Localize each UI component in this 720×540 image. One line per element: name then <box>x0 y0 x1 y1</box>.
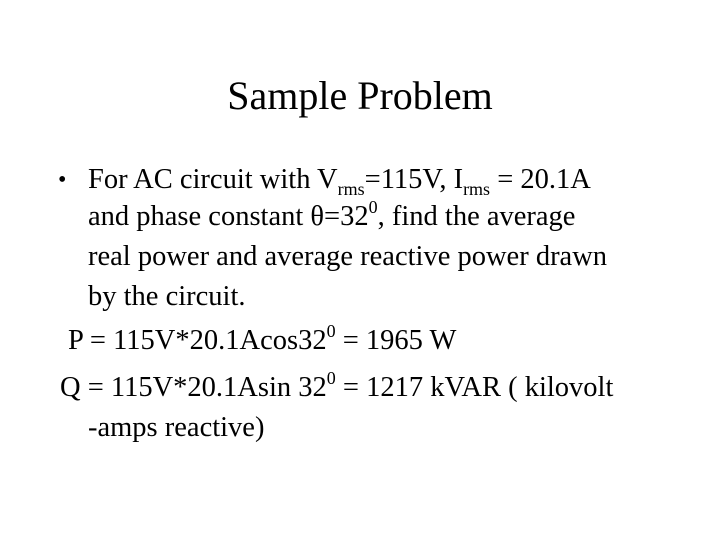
text-segment: = 1217 kVAR ( kilovolt <box>335 372 614 403</box>
text-segment: =115V, I <box>364 164 464 195</box>
text-segment: = 20.1A <box>490 164 591 195</box>
superscript: 0 <box>326 321 336 341</box>
text-segment: and phase constant θ=32 <box>88 201 369 232</box>
text-segment: real power and average reactive power drawn <box>88 241 608 272</box>
reactive-power-equation <box>60 368 614 405</box>
problem-line-4 <box>88 280 246 314</box>
subscript: rms <box>337 179 365 199</box>
problem-line-3 <box>88 240 607 274</box>
text-segment: -amps reactive) <box>88 412 265 443</box>
text-segment: by the circuit. <box>88 281 246 312</box>
subscript: rms <box>463 179 491 199</box>
slide-title-text: Sample Problem <box>227 73 493 118</box>
text-segment: , find the average <box>377 201 576 232</box>
real-power-equation <box>68 321 457 358</box>
superscript: 0 <box>326 368 336 388</box>
problem-line-1 <box>88 163 591 197</box>
text-segment: P = 115V*20.1Acos32 <box>68 325 327 356</box>
reactive-power-unit-note <box>88 411 264 445</box>
text-segment: For AC circuit with V <box>88 164 338 195</box>
text-segment: Q = 115V*20.1Asin 32 <box>60 372 327 403</box>
text-segment: = 1965 W <box>335 325 457 356</box>
superscript: 0 <box>368 197 378 217</box>
problem-line-2 <box>88 197 576 234</box>
bullet-icon: • <box>58 167 67 193</box>
